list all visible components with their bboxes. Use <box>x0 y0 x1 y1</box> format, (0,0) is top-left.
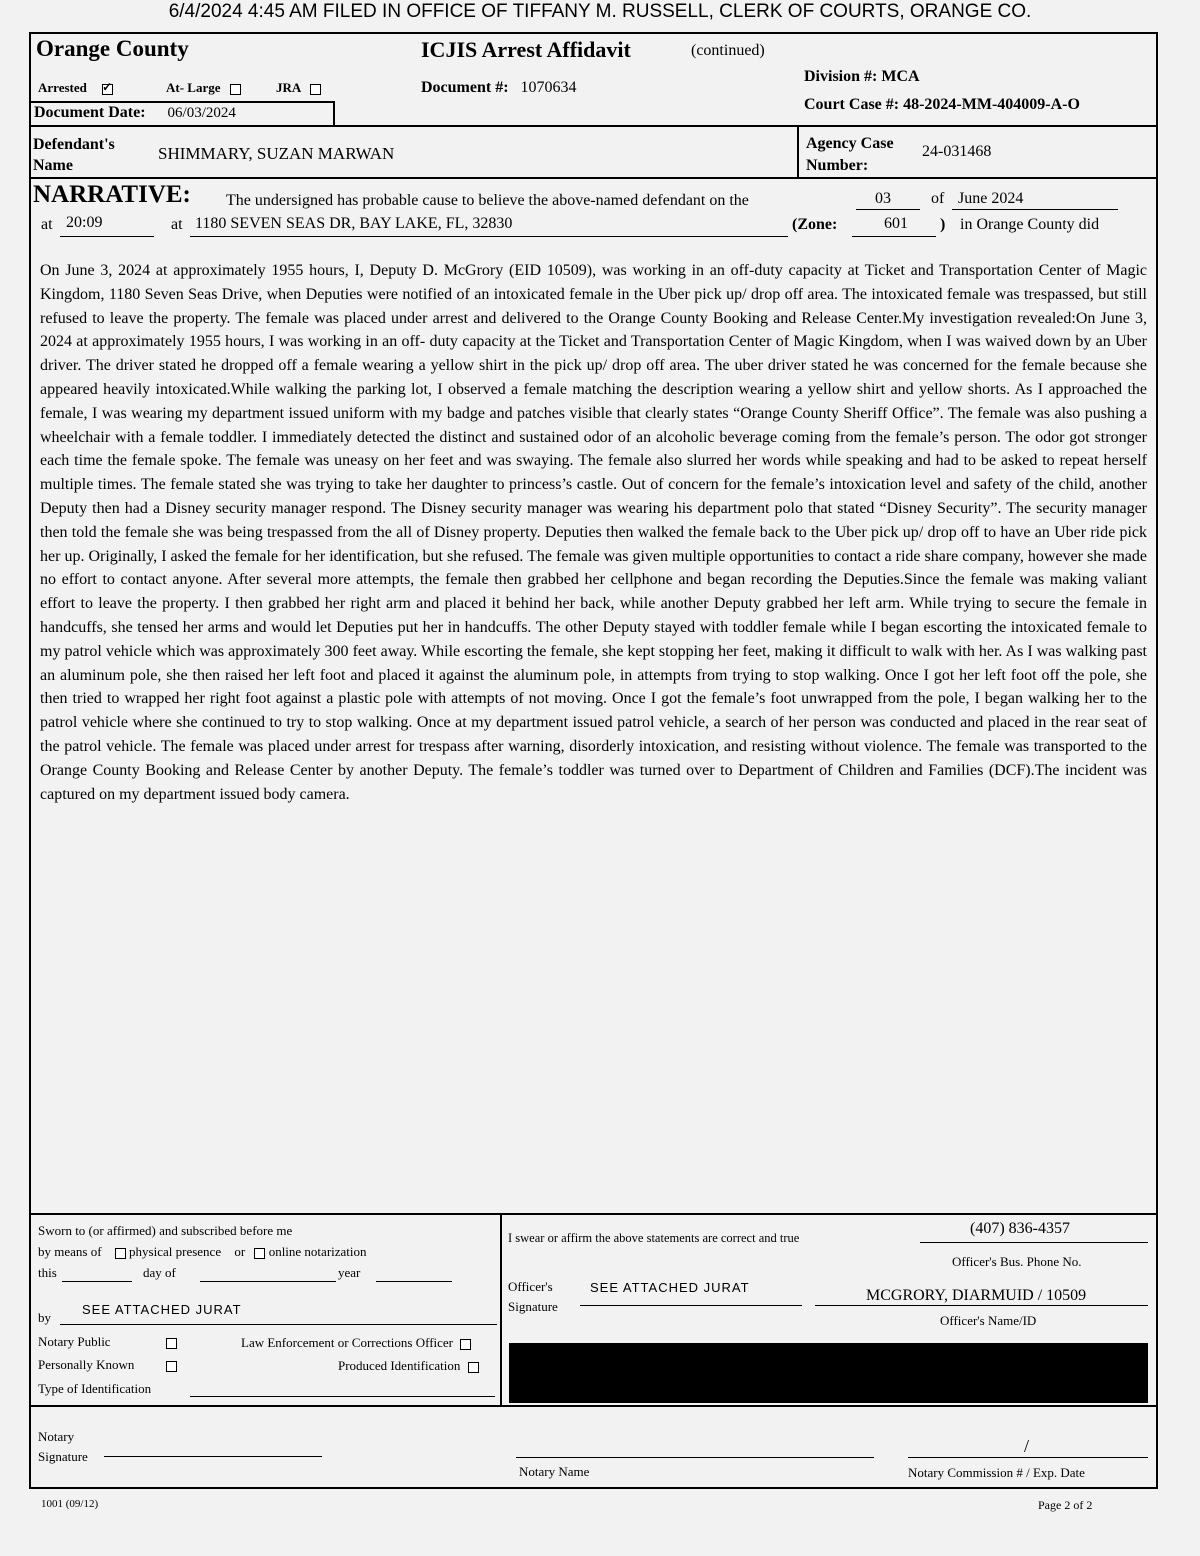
personally-known-row: Personally Known <box>38 1357 134 1373</box>
online-notarization-checkbox[interactable] <box>254 1248 265 1259</box>
this-label: this <box>38 1265 57 1280</box>
officer-name: MCGRORY, DIARMUID / 10509 <box>866 1287 1087 1304</box>
zone-close: ) <box>940 216 946 233</box>
see-attached-jurat-right: SEE ATTACHED JURAT <box>590 1280 750 1295</box>
defendant-row-top-rule <box>29 125 1158 127</box>
county-did-label: in Orange County did <box>960 216 1100 233</box>
officer-phone-line <box>920 1242 1148 1243</box>
day-of-line <box>200 1281 336 1282</box>
document-date: Document Date: 06/03/2024 <box>34 104 236 121</box>
of-label: of <box>931 190 945 207</box>
defendant-label: Defendant's Name <box>33 136 115 174</box>
zone-number: 601 <box>884 215 908 232</box>
officer-signature-label: Officer's Signature <box>508 1279 558 1314</box>
jurat-bottom-rule <box>29 1405 1158 1407</box>
defendant-row-bottom-rule <box>29 177 1158 179</box>
type-of-id-line <box>190 1396 495 1397</box>
this-line <box>62 1281 132 1282</box>
by-line <box>60 1324 497 1325</box>
officer-name-label: Officer's Name/ID <box>940 1313 1037 1328</box>
arrested-label: Arrested ✓ <box>38 80 113 96</box>
arrest-day: 03 <box>875 190 891 207</box>
jurat-top-rule <box>29 1213 1158 1215</box>
law-enforcement-row: Law Enforcement or Corrections Officer <box>241 1335 471 1351</box>
commission-line <box>908 1457 1148 1458</box>
continued-label: (continued) <box>691 42 765 59</box>
arrest-location: 1180 SEVEN SEAS DR, BAY LAKE, FL, 32830 <box>195 215 513 232</box>
officer-phone-label: Officer's Bus. Phone No. <box>952 1254 1082 1269</box>
arrest-time: 20:09 <box>66 214 103 231</box>
at-location-label: at <box>171 216 183 233</box>
by-means-of-row: by means of physical presence or online notarization <box>38 1244 367 1259</box>
jra-label: JRA <box>276 80 321 96</box>
day-of-label: day of <box>143 1265 176 1280</box>
defendant-name: SHIMMARY, SUZAN MARWAN <box>158 144 395 163</box>
by-label: by <box>38 1310 51 1325</box>
officer-phone: (407) 836-4357 <box>970 1220 1070 1237</box>
agency-case-number: 24-031468 <box>922 143 992 160</box>
arrested-checkbox[interactable] <box>102 84 113 95</box>
at-large-checkbox[interactable] <box>230 84 241 95</box>
division-number: Division #: MCA <box>804 68 920 85</box>
officer-signature-line <box>580 1305 802 1306</box>
commission-slash: / <box>1024 1436 1030 1456</box>
narrative-body: On June 3, 2024 at approximately 1955 hours, I, Deputy D. McGrory (EID 10509), was working in an off-duty capacity at Ticket and Transportation Center of Magic Kingdom, 1180 Seven Seas Drive, when Deputies were notified of an intoxicated female in the Uber pick up/ drop off area. The intoxicated female was trespassed, but still refused to leave the property. The female was placed under arrest and delivered to the Orange County Booking and Release Center.My investigation revealed:On June 3, 2024 at approximately 1955 hours, I was working in an off- duty capacity at the Ticket and Transportation Center of Magic Kingdom, when I was waived down by an Uber driver. The driver stated he dropped off a female wearing a yellow shirt in the pick up/ drop off area. The uber driver stated he was concerned for the female because she appeared heavily intoxicated.While walking the parking lot, I observed a female matching the description wearing a yellow shirt and yellow shorts. As I approached the female, I was wearing my department issued uniform with my badge and patches visible that clearly states “Orange County Sheriff Office”. The female was also pushing a wheelchair with a female toddler. I immediately detected the distinct and sustained odor of an alcoholic beverage coming from the female’s person. The odor got stronger each time the female spoke. The female was uneasy on her feet and was swaying. The female also slurred her words while speaking and had to be asked to repeat herself multiple times. The female stated she was trying to take her daughter to princess’s castle. Out of concern for the female’s intoxication level and safety of the child, another Deputy then had a Disney security manager respond. The Disney security manager was wearing his department polo that stated “Disney Security”. The security manager then told the female she was being trespassed from the all of Disney property. Deputies then walked the female back to the Uber pick up/ drop off to have an Uber ride pick her up. Originally, I asked the female for her identification, but she refused. The female was given multiple opportunities to contact a ride share company, however she made no effort to contact anyone. After several more attempts, the female then grabbed her cellphone and began recording the Deputies.Since the female was making valiant effort to leave the property. I then grabbed her right arm and placed it behind her back, while another Deputy grabbed her left arm. While trying to secure the female in handcuffs, she tensed her arms and would let Deputies put her in handcuffs. The other Deputy stayed with toddler female while I began escorting the intoxicated female to my patrol vehicle which was approximately 300 feet away. While escorting the female, she kept stopping her feet, making it difficult to walk with her. As I was walking past an aluminum pole, she then raised her left foot and placed it against the aluminum pole, in attempts from trying to stop walking. Once I got her left foot off the pole, she then tried to wrapped her right foot against a plastic pole with attempts of not moving. Once I got the female’s foot unwrapped from the pole, I began walking her to the patrol vehicle where she continued to try to stop walking. Once at my department issued patrol vehicle, a search of her person was conducted and placed in the rear seat of the patrol vehicle. The female was placed under arrest for trespass after warning, disorderly intoxication, and resisting without violence. The female was transported to the Orange County Booking and Release Center by another Deputy. The female’s toddler was turned over to Department of Children and Families (DCF).The incident was captured on my department issued body camera. <box>40 262 1147 803</box>
law-enforcement-checkbox[interactable] <box>460 1339 471 1350</box>
see-attached-jurat-left: SEE ATTACHED JURAT <box>82 1302 242 1317</box>
notary-name-label: Notary Name <box>519 1464 590 1479</box>
jra-checkbox[interactable] <box>310 84 321 95</box>
notary-name-line <box>516 1457 874 1458</box>
notary-signature-line <box>104 1456 322 1457</box>
narrative-title: NARRATIVE: <box>33 181 191 208</box>
document-number: Document #: 1070634 <box>421 79 577 96</box>
at-large-label: At- Large <box>166 80 241 96</box>
zone-label: (Zone: <box>792 216 838 233</box>
defendant-row-divider <box>797 125 799 177</box>
type-of-id-label: Type of Identification <box>38 1381 152 1396</box>
redaction-box <box>509 1343 1148 1403</box>
agency-case-label: Agency Case Number: <box>806 135 894 174</box>
commission-label: Notary Commission # / Exp. Date <box>908 1465 1085 1480</box>
court-case-number: Court Case #: 48-2024-MM-404009-A-O <box>804 96 1080 113</box>
physical-presence-checkbox[interactable] <box>115 1248 126 1259</box>
at-label: at <box>41 216 53 233</box>
jurat-divider <box>500 1213 502 1405</box>
notary-signature-label: Notary Signature <box>38 1429 88 1464</box>
officer-name-line <box>815 1305 1148 1306</box>
zone-line <box>852 236 936 237</box>
arrest-month-year: June 2024 <box>958 190 1024 207</box>
form-title: ICJIS Arrest Affidavit <box>421 37 631 62</box>
arrest-month-line <box>952 209 1118 210</box>
page-number: Page 2 of 2 <box>1038 1498 1093 1512</box>
notary-public-row: Notary Public <box>38 1334 111 1350</box>
personally-known-checkbox[interactable] <box>166 1361 177 1372</box>
county-title: Orange County <box>36 36 189 61</box>
produced-id-checkbox[interactable] <box>468 1362 479 1373</box>
form-number: 1001 (09/12) <box>41 1498 99 1510</box>
narrative-intro: The undersigned has probable cause to believe the above-named defendant on the <box>226 192 749 209</box>
notary-public-checkbox[interactable] <box>166 1338 177 1349</box>
swear-statement: I swear or affirm the above statements are correct and true <box>508 1231 800 1245</box>
arrest-location-line <box>190 236 788 237</box>
arrest-day-line <box>856 209 920 210</box>
filing-stamp: 6/4/2024 4:45 AM FILED IN OFFICE OF TIFFANY M. RUSSELL, CLERK OF COURTS, ORANGE CO. <box>168 1 1032 22</box>
year-line <box>376 1281 452 1282</box>
produced-id-row: Produced Identification <box>338 1358 479 1374</box>
arrest-time-line <box>60 236 154 237</box>
sworn-line: Sworn to (or affirmed) and subscribed before me <box>38 1223 293 1238</box>
year-label: year <box>338 1265 361 1280</box>
